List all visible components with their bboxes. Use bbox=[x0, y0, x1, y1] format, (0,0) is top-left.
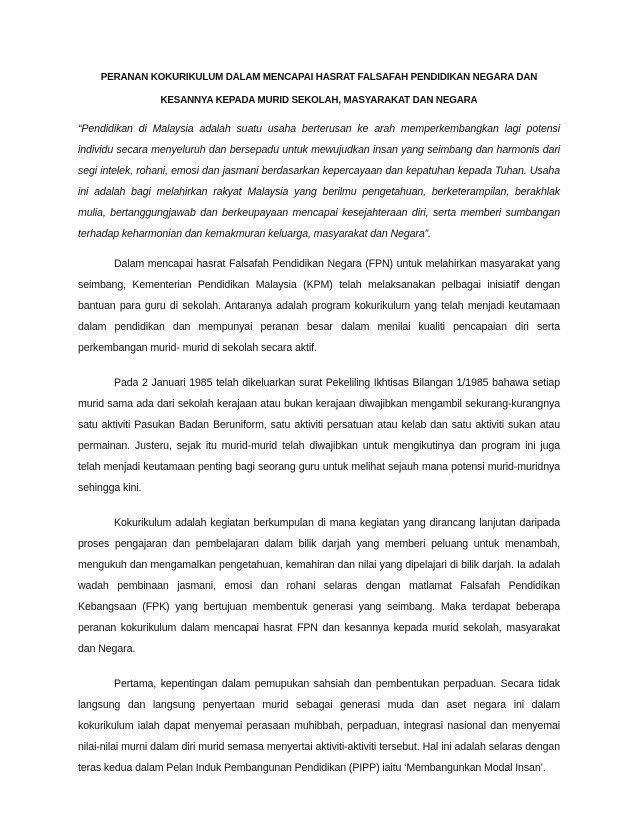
fpn-quote: “Pendidikan di Malaysia adalah suatu usaha berterusan ke arah memperkembangkan lagi potensi individu secara menyeluruh dan bersepadu untuk mewujudkan insan yang seimbang dan harmonis dari segi intelek, rohani, emosi dan jasmani berdasarkan kepercayaan dan kepatuhan kepada Tuhan. Usaha ini adalah bagi melahirkan rakyat Malaysia yang berilmu pengetahuan, berketerampilan, berakhlak mulia, bertanggungjawab dan berkeupayaan mencapai kesejahteraan diri, serta memberi sumbangan terhadap keharmonian dan kemakmuran keluarga, masyarakat dan Negara”. bbox=[78, 123, 560, 240]
paragraph-4: Pertama, kepentingan dalam pemupukan sahsiah dan pembentukan perpaduan. Secara tidak langsung dan langsung penyertaan murid sebagai generasi muda dan aset negara ini dalam kokurikulum ialah dapat menyemai perasaan muhibbah, perpaduan, integrasi nasional dan menyemai nilai-nilai murni dalam diri murid semasa menyertai aktiviti-aktiviti tersebut. Hal ini adalah selaras dengan teras kedua dalam Pelan Induk Pembangunan Pendidikan (PIPP) iaitu ‘Membangunkan Modal Insan’. bbox=[78, 678, 560, 774]
title-line-2: KESANNYA KEPADA MURID SEKOLAH, MASYARAKAT DAN NEGARA bbox=[160, 95, 478, 106]
paragraph-2: Pada 2 Januari 1985 telah dikeluarkan surat Pekeliling Ikhtisas Bilangan 1/1985 bahawa setiap murid sama ada dari sekolah kerajaan atau bukan kerajaan diwajibkan mengambil sekurang-kurangnya satu aktiviti Pasukan Badan Beruniform, satu aktiviti persatuan atau kelab dan satu aktiviti sukan atau permainan. Justeru, sejak itu murid-murid telah diwajibkan untuk mengikutinya dan program ini juga telah menjadi keutamaan penting bagi seorang guru untuk melihat sejauh mana potensi murid-muridnya sehingga kini. bbox=[78, 377, 560, 494]
document-page bbox=[78, 66, 560, 793]
paragraph-1: Dalam mencapai hasrat Falsafah Pendidikan Negara (FPN) untuk melahirkan masyarakat yang seimbang, Kementerian Pendidikan Malaysia (KPM) telah melaksanakan pelbagai inisiatif dengan bantuan para guru di sekolah. Antaranya adalah program kokurikulum yang telah menjadi keutamaan dalam pendidikan dan mempunyai peranan besar dalam menilai kualiti pencapaian diri serta perkembangan murid- murid di sekolah secara aktif. bbox=[78, 258, 560, 354]
paragraph-3: Kokurikulum adalah kegiatan berkumpulan di mana kegiatan yang dirancang lanjutan daripada proses pengajaran dan pembelajaran dalam bilik darjah yang memberi peluang untuk menambah, mengukuh dan mengamalkan pengetahuan, kemahiran dan nilai yang dipelajari di bilik darjah. Ia adalah wadah pembinaan jasmani, emosi dan rohani selaras dengan matlamat Falsafah Pendidikan Kebangsaan (FPK) yang bertujuan membentuk generasi yang seimbang. Maka terdapat beberapa peranan kokurikulum dalam mencapai hasrat FPN dan kesannya kepada murid sekolah, masyarakat dan Negara. bbox=[78, 517, 560, 655]
document-title bbox=[78, 66, 560, 112]
title-line-1: PERANAN KOKURIKULUM DALAM MENCAPAI HASRAT FALSAFAH PENDIDIKAN NEGARA DAN bbox=[100, 72, 538, 83]
